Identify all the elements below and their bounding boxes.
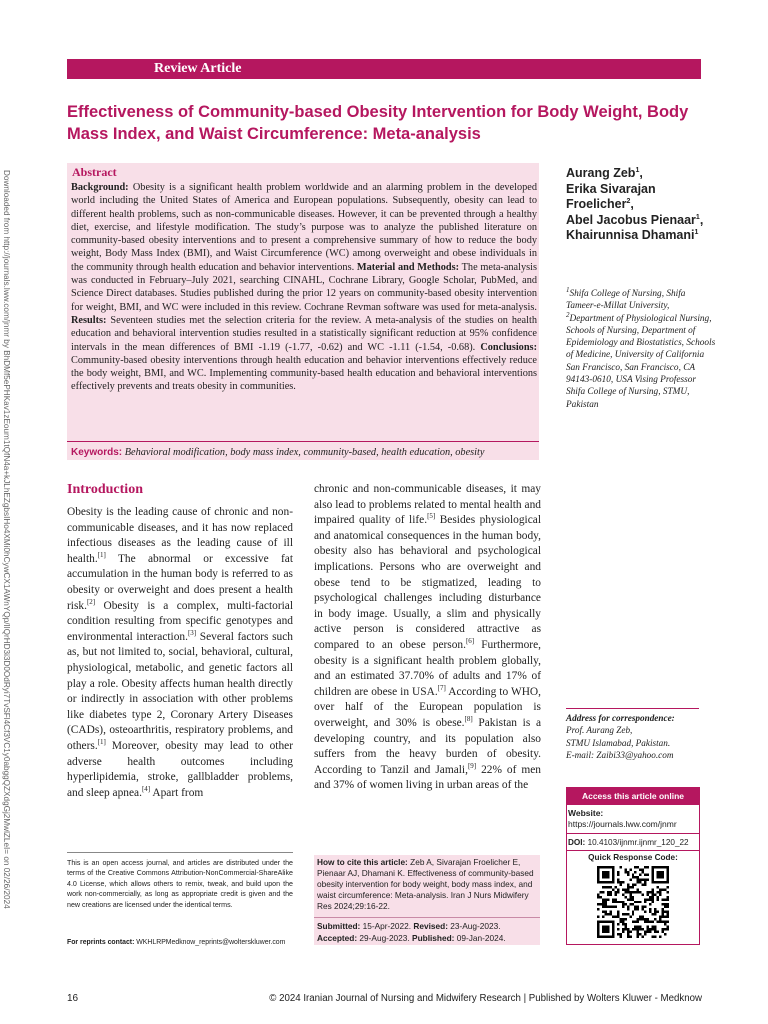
keywords: [71, 446, 537, 459]
license-notice: This is an open access journal, and articles are distributed under the terms of the Creative Commons Attribution-NonCommercial-ShareAlike 4.0 License, which allows others to remix, tweak, and build upon the work non-commercially, as long as appropriate credit is given and the new creations are licensed under the identical terms.: [67, 859, 293, 909]
qr-code-icon[interactable]: [597, 866, 669, 938]
download-watermark-text: Downloaded from http://journals.lww.com/jnmr by BhDMf5ePHKav1zEoum1tQfN4a+kJLhEZgbsIHo4XMi0hCywCX1AWnYQp/IlQrHD3i3D0OdRyi7TvSFl4Cf3VC1y0abggQZXdgGj2MwlZLeI= on 02/26/2024: [2, 170, 11, 909]
citation-ref[interactable]: [1]: [97, 550, 106, 559]
doi-link[interactable]: 10.4103/ijnmr.ijnmr_120_22: [585, 838, 689, 847]
citation-divider: [314, 917, 540, 918]
abstract-background-label: Background:: [71, 182, 129, 193]
access-divider: [566, 850, 700, 851]
abstract-results-label: Results:: [71, 314, 107, 326]
affiliation-1: Shifa College of Nursing, Shifa Tameer-e-Millat University,: [566, 289, 686, 312]
qr-code-label: Quick Response Code:: [588, 853, 678, 862]
citation-ref[interactable]: [7]: [437, 683, 446, 692]
author: Erika Sivarajan Froelicher$^2$,: [566, 181, 656, 212]
citation: [317, 857, 538, 912]
page-footer: © 2024 Iranian Journal of Nursing and Midwifery Research | Published by Wolters Kluwer - Medknow: [269, 993, 702, 1004]
abstract-conclusions: Community-based obesity interventions through health education and behavior interventions effectively reduce the body weight, BMI, and WC. Implementing community-based health education and behavioral interventions effectively prevents and treats obesity in communities.: [71, 354, 537, 393]
keywords-value: Behavioral modification, body mass index, community-based, health education, obesity: [124, 447, 485, 458]
article-title: Effectiveness of Community-based Obesity Intervention for Body Weight, Body Mass Index, and Waist Circumference: Meta-analysis: [67, 103, 689, 143]
citation-label: How to cite this article:: [317, 857, 408, 867]
correspondence-divider: [566, 708, 699, 709]
correspondence-email[interactable]: E-mail: Zaibi33@yahoo.com: [566, 750, 674, 761]
author-list: [566, 166, 706, 244]
abstract-methods-label: Material and Methods:: [356, 261, 460, 273]
author: Khairunnisa Dhamani$^1$: [566, 228, 699, 243]
affiliations: $^1$Shifa College of Nursing, Shifa Tameer-e-Millat University, $^2$Department of Physiological Nursing, Schools of Nursing, Department of Epidemiology and Biostatistics, Schools of Medicine, University of California San Francisco, San Francisco, CA 94143-0610, USA Vising Professor Shifa College of Nursing, STMU, Pakistan: [566, 285, 716, 410]
correspondence-name: Prof. Aurang Zeb,: [566, 725, 633, 736]
footnote-divider: [67, 852, 293, 853]
author: Aurang Zeb$^1$,: [566, 166, 643, 180]
citation-ref[interactable]: [1]: [97, 738, 106, 747]
reprints-email[interactable]: WKHLRPMedknow_reprints@wolterskluwer.com: [134, 939, 286, 946]
abstract-heading: Abstract: [72, 165, 117, 179]
citation-ref[interactable]: [9]: [467, 761, 477, 770]
article-dates: Submitted: 15-Apr-2022. Revised: 23-Aug-2023. Accepted: 29-Aug-2023. Published: 09-Jan-2024.: [317, 921, 506, 943]
citation-ref[interactable]: [4]: [141, 784, 151, 793]
affiliation-2: Department of Physiological Nursing, Schools of Nursing, Department of Epidemiology and Biostatistics, Schools of Medicine, University of California San Francisco, San Francisco, CA 94143-0610, USA Vising Professor Shifa College of Nursing, STMU, Pakistan: [566, 313, 716, 410]
keywords-label: Keywords:: [71, 447, 123, 458]
website-link[interactable]: https://journals.lww.com/jnmr: [568, 819, 677, 829]
citation-ref[interactable]: [5]: [427, 512, 436, 521]
correspondence-address: STMU Islamabad, Pakistan.: [566, 737, 671, 748]
reprints-contact: For reprints contact: WKHLRPMedknow_reprints@wolterskluwer.com: [67, 939, 286, 946]
keywords-divider: [67, 441, 539, 442]
article-type-label: Review Article: [154, 61, 242, 76]
access-divider: [566, 833, 700, 834]
citation-ref[interactable]: [2]: [86, 597, 96, 606]
page-number: 16: [67, 993, 79, 1004]
abstract-results: Seventeen studies met the selection criteria for the review. A meta-analysis of the studies on health education and behavioral intervention studies resulted in a statistically significant reduction at 95% confidence intervals in the mean differences of BMI -1.19 (-1.77, -0.62) and WC -1.11 (-1.54, -0.68).: [71, 314, 537, 353]
access-online-heading: Access this article online: [566, 787, 700, 805]
download-watermark: [2, 170, 43, 909]
introduction-column-2: chronic and non-communicable diseases, it may also lead to problems related to mental health and impaired quality of life.[5] Besides physiological and anatomical consequences in the human body, obesity also has behavioral and psychological implications. Persons who are overweight and obese tend to be stigmatized, leading to psychological challenges including disturbance in body image. Usually, a slim and physically active person is considered attractive as compared to an obese person.[6] Furthermore, obesity is a significant health problem globally, and an estimated 37.70% of adults and 17% of children are obese in USA.[7] According to WHO, over half of the European population is overweight, and 30% is obese.[8] Pakistan is a developing country, and its population also suffers from the heavy burden of obesity. According to Tanzil and Jamali,[9] 22% of men and 37% of women living in urban areas of the: [314, 483, 542, 792]
correspondence-label: Address for correspondence:: [566, 713, 675, 723]
abstract-methods: The meta-analysis was conducted in February–July 2021, searching CINAHL, Cochrane Library, Google Scholar, PubMed, and Science Direct databases. Studies published during the prior 12 years on community-based obesity intervention for weight, BMI, and WC were included in this review. Cochrane Revman software was used for meta-analysis.: [71, 261, 537, 313]
abstract-background: Obesity is a significant health problem worldwide and an alarming problem in the developed world including the United States of America and European populations. Subsequently, obesity can lead to different health problems, such as non-communicable diseases. However, it can be prevented through a healthy diet, exercise, and lifestyle modification. The study’s purpose was to analyze the published literature on community-based obesity interventions and to present a comprehensive summary of how to reduce the body weight, Body Mass Index (BMI), and Waist Circumference (WC) among overweight and obese individuals in the community through health education and behavior interventions.: [71, 182, 538, 273]
access-website[interactable]: Website: https://journals.lww.com/jnmr: [568, 808, 677, 829]
introduction-column-1: Obesity is the leading cause of chronic and non-communicable diseases, and it has now replaced infectious diseases as the leading cause of ill health.[1] The abnormal or excessive fat accumulation in the human body is referred to as obesity or overweight and does present a health risk.[2] Obesity is a complex, multi-factorial condition resulting from specific genotypes and environmental interaction.[3] Several factors such as, but not limited to, social, behavioral, cultural, physiological, metabolic, and genetic factors all play a role. Obesity affects human health directly or indirectly in association with other problems like diabetes type 2, Coronary Artery Diseases (CADs), osteoarthritis, respiratory problems, and others.[1] Moreover, obesity may lead to other adverse health outcomes including hyperlipidemia, stroke, gallbladder problems, and sleep apnea.[4] Apart from: [67, 506, 293, 799]
citation-ref[interactable]: [6]: [465, 637, 475, 646]
abstract-text: [71, 181, 537, 394]
citation-text: Zeb A, Sivarajan Froelicher E, Pienaar AJ, Dhamani K. Effectiveness of community-based obesity intervention for body weight, body mass index, and waist circumference: Meta-analysis. Iran J Nurs Midwifery Res 2024;29:16-22.: [317, 857, 534, 911]
citation-ref[interactable]: [3]: [187, 628, 197, 637]
author: Abel Jacobus Pienaar$^1$,: [566, 212, 704, 227]
access-doi[interactable]: DOI: 10.4103/ijnmr.ijnmr_120_22: [568, 838, 689, 847]
citation-ref[interactable]: [8]: [464, 715, 473, 724]
introduction-heading: Introduction: [67, 482, 143, 497]
correspondence: [566, 712, 706, 762]
abstract-conclusions-label: Conclusions:: [480, 341, 537, 353]
